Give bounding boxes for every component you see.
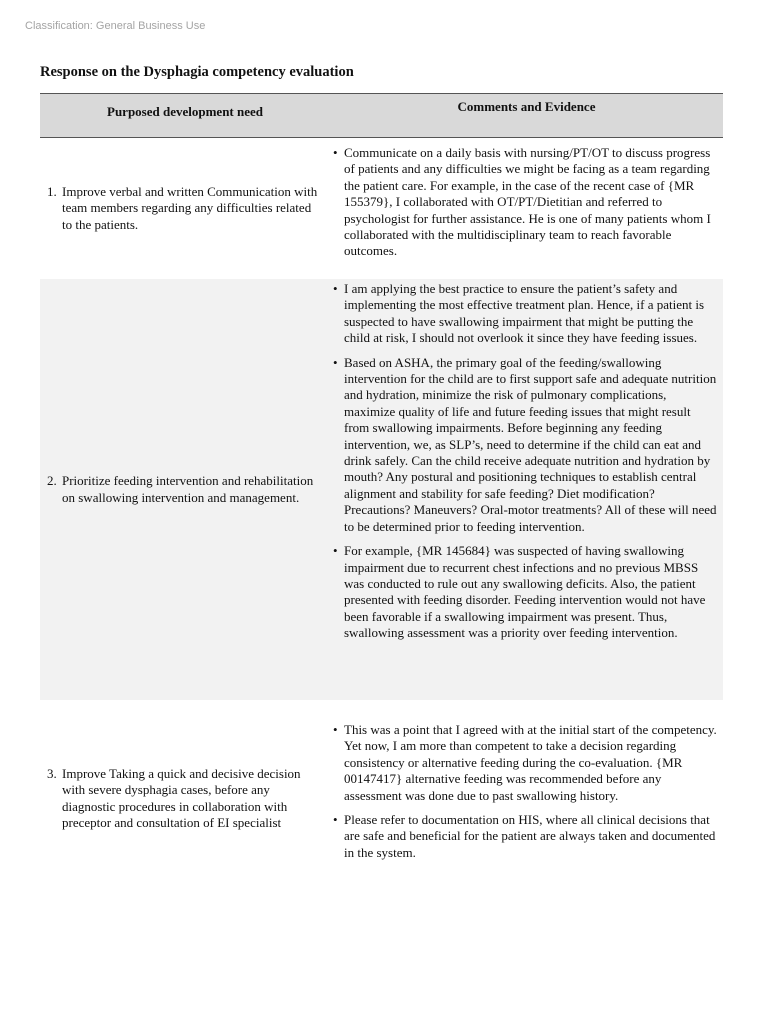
evidence-bullet: • This was a point that I agreed with at the initial start of the competency. Yet now, I am more than competent to take a decision regarding consistency or alternative feeding during the co-evaluation. {MR 00147417} alternative feeding was recommended before any assessment was done due to past swallowing history.	[330, 722, 717, 804]
need-cell	[40, 700, 330, 897]
column-header-need: Purposed development need	[40, 94, 330, 138]
need-text: Improve Taking a quick and decisive decision with severe dysphagia cases, before any diagnostic procedures in collaboration with preceptor and consultation of EI specialist	[62, 765, 301, 830]
table-row	[40, 700, 723, 897]
classification-label: Classification: General Business Use	[25, 20, 206, 32]
need-cell	[40, 138, 330, 280]
document-title: Response on the Dysphagia competency evaluation	[40, 64, 354, 80]
need-text: Improve verbal and written Communication with team members regarding any difficulties related to the patients.	[62, 183, 318, 232]
table-header-row	[40, 94, 723, 138]
evidence-cell	[330, 138, 723, 280]
evidence-bullet: • Please refer to documentation on HIS, where all clinical decisions that are safe and beneficial for the patient are always taken and documented in the system.	[330, 812, 717, 861]
need-text: Prioritize feeding intervention and rehabilitation on swallowing intervention and management.	[62, 473, 314, 505]
table-row	[40, 138, 723, 280]
table-row	[40, 279, 723, 700]
column-header-evidence: Comments and Evidence	[330, 94, 723, 138]
evidence-bullet: • For example, {MR 145684} was suspected of having swallowing impairment due to recurrent chest infections and no previous MBSS was conducted to rule out any swallowing deficits. Also, the patient presented with feeding disorder. Feeding intervention would not have been favorable if a swallowing impairment was present. Thus, swallowing assessment was a priority over feeding intervention.	[330, 543, 717, 641]
competency-table	[40, 93, 723, 897]
need-cell	[40, 279, 330, 700]
row-number: 3.	[47, 765, 57, 781]
evidence-bullet: • I am applying the best practice to ensure the patient’s safety and implementing the most effective treatment plan. Hence, if a patient is suspected to have swallowing impairment that might be putting the child at risk, I should not overlook it since they have feeding issues.	[330, 281, 717, 347]
evidence-cell	[330, 279, 723, 700]
evidence-bullet: • Communicate on a daily basis with nursing/PT/OT to discuss progress of patients and any difficulties we might be facing as a team regarding the patient care. For example, in the case of the recent case of {MR 155379}, I collaborated with OT/PT/Dietitian and referred to psychologist for further assistance. He is one of many patients whom I collaborated with the multidisciplinary team to reach favorable outcomes.	[330, 145, 717, 260]
row-number: 1.	[47, 183, 57, 199]
row-number: 2.	[47, 473, 57, 489]
evidence-cell	[330, 700, 723, 897]
evidence-bullet: • Based on ASHA, the primary goal of the feeding/swallowing intervention for the child are to first support safe and adequate nutrition and hydration, minimize the risk of pulmonary complications, maximize quality of life and future feeding issues that might result from swallowing impairments. Before beginning any feeding intervention, we, as SLP’s, need to determine if the child can eat and drink safely. Can the child receive adequate nutrition and hydration by mouth? Any postural and positioning techniques to establish central alignment and stability for safe feeding? Diet modification? Precautions? Maneuvers? Oral-motor treatments? All of these will need to be determined prior to feeding intervention.	[330, 355, 717, 535]
